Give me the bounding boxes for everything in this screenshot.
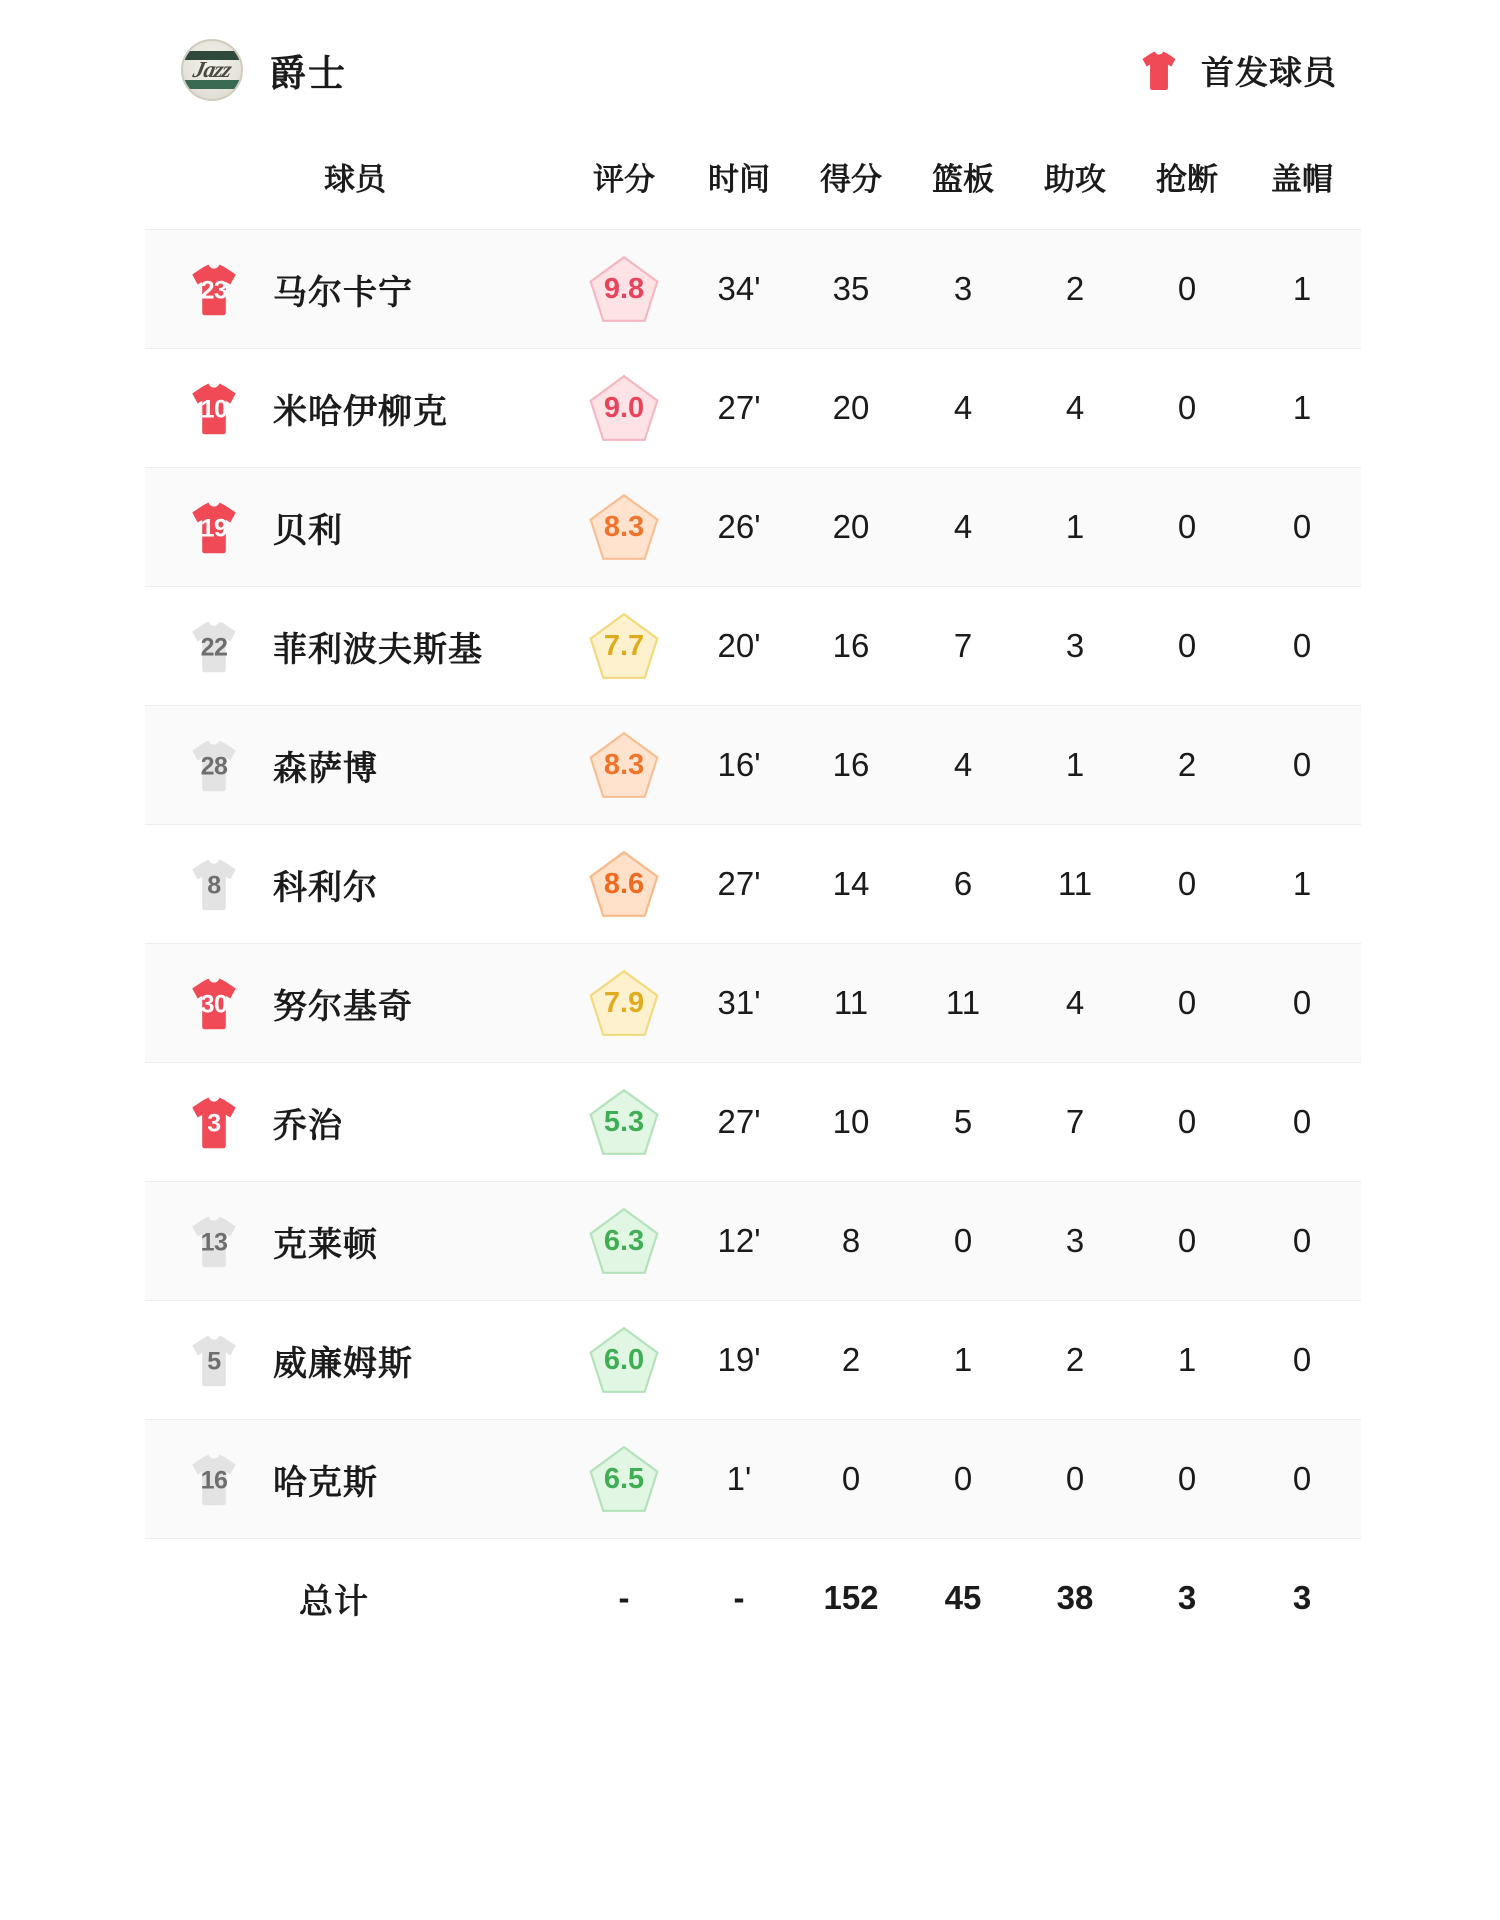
- team-logo-wordmark: Jazz: [190, 57, 234, 82]
- player-name: 米哈伊柳克: [273, 392, 448, 431]
- player-name: 森萨博: [273, 749, 378, 788]
- jersey-number: 30: [200, 990, 228, 1019]
- stat-rebounds: 4: [953, 508, 973, 545]
- stat-assists: 7: [1065, 1103, 1085, 1140]
- table-row[interactable]: [145, 825, 1361, 944]
- stat-rebounds: 4: [953, 389, 973, 426]
- totals-row: [145, 1539, 1361, 1658]
- stat-blocks: 1: [1292, 389, 1312, 426]
- table-row[interactable]: [145, 468, 1361, 587]
- rating-value: 6.3: [603, 1224, 645, 1257]
- stat-steals: 2: [1177, 746, 1197, 783]
- column-header-blocks: 盖帽: [1271, 162, 1333, 197]
- rating-badge: [587, 1205, 661, 1277]
- stat-time: 31': [717, 984, 761, 1021]
- jersey-number: 19: [200, 514, 228, 543]
- rating-badge: [587, 372, 661, 444]
- team-name: 爵士: [269, 53, 347, 94]
- table-header: [145, 140, 1361, 230]
- stat-points: 14: [832, 865, 870, 902]
- player-name: 哈克斯: [273, 1463, 378, 1502]
- column-header-points: 得分: [820, 162, 882, 197]
- table-row[interactable]: [145, 1301, 1361, 1420]
- rating-value: 7.7: [603, 629, 645, 662]
- jersey-icon: [185, 1212, 243, 1270]
- stat-blocks: 0: [1292, 1222, 1312, 1259]
- jersey-icon: [185, 379, 243, 437]
- stat-blocks: 0: [1292, 984, 1312, 1021]
- stat-blocks: 0: [1292, 627, 1312, 664]
- legend-label: 首发球员: [1201, 53, 1337, 91]
- rating-value: 6.5: [603, 1462, 645, 1495]
- table-row[interactable]: [145, 944, 1361, 1063]
- jersey-number: 10: [200, 395, 228, 424]
- rating-cell: [565, 825, 683, 944]
- rating-cell: [565, 587, 683, 706]
- rating-value: 9.0: [603, 391, 645, 424]
- column-header-assists: 助攻: [1044, 162, 1106, 197]
- stat-time: 19': [717, 1341, 761, 1378]
- stat-steals: 0: [1177, 1222, 1197, 1259]
- stat-blocks: 1: [1292, 270, 1312, 307]
- rating-badge: [587, 610, 661, 682]
- stat-steals: 0: [1177, 627, 1197, 664]
- totals-rating: -: [565, 1539, 683, 1658]
- stat-assists: 4: [1065, 389, 1085, 426]
- stat-time: 26': [717, 508, 761, 545]
- stat-rebounds: 7: [953, 627, 973, 664]
- rating-value: 8.6: [603, 867, 645, 900]
- rating-badge: [587, 1324, 661, 1396]
- table-row[interactable]: [145, 349, 1361, 468]
- stat-steals: 1: [1177, 1341, 1197, 1378]
- stat-time: 12': [717, 1222, 761, 1259]
- player-name: 马尔卡宁: [273, 273, 413, 312]
- stat-time: 20': [717, 627, 761, 664]
- stat-assists: 1: [1065, 508, 1085, 545]
- stat-assists: 3: [1065, 1222, 1085, 1259]
- rating-value: 6.0: [603, 1343, 645, 1376]
- stat-points: 16: [832, 627, 870, 664]
- player-cell[interactable]: [145, 825, 565, 944]
- table-body: [145, 230, 1361, 1539]
- stat-points: 20: [832, 508, 870, 545]
- jersey-icon: [185, 736, 243, 794]
- stat-time: 16': [717, 746, 761, 783]
- stat-assists: 11: [1057, 865, 1093, 902]
- stat-rebounds: 1: [953, 1341, 973, 1378]
- stat-steals: 0: [1177, 270, 1197, 307]
- jersey-number: 22: [200, 633, 228, 662]
- legend-starters: [1137, 47, 1355, 94]
- stat-points: 35: [832, 270, 870, 307]
- stat-steals: 0: [1177, 508, 1197, 545]
- totals-label-cell: [145, 1539, 565, 1658]
- stat-rebounds: 0: [953, 1460, 973, 1497]
- stat-rebounds: 0: [953, 1222, 973, 1259]
- stat-blocks: 0: [1292, 1460, 1312, 1497]
- stat-points: 0: [841, 1460, 861, 1497]
- stat-assists: 3: [1065, 627, 1085, 664]
- rating-badge: [587, 491, 661, 563]
- jersey-icon: [185, 617, 243, 675]
- rating-badge: [587, 253, 661, 325]
- stat-steals: 0: [1177, 984, 1197, 1021]
- player-cell[interactable]: [145, 1182, 565, 1301]
- rating-cell: [565, 1301, 683, 1420]
- table-row[interactable]: [145, 230, 1361, 349]
- stat-rebounds: 3: [953, 270, 973, 307]
- rating-cell: [565, 944, 683, 1063]
- jersey-number: 16: [200, 1466, 228, 1495]
- stat-points: 11: [833, 984, 869, 1021]
- jersey-number: 23: [200, 276, 228, 305]
- player-cell[interactable]: [145, 230, 565, 349]
- table-footer: [145, 1539, 1361, 1658]
- rating-badge: [587, 967, 661, 1039]
- stat-blocks: 0: [1292, 508, 1312, 545]
- jersey-number: 13: [200, 1228, 228, 1257]
- stat-rebounds: 6: [953, 865, 973, 902]
- stat-time: 1': [726, 1460, 752, 1497]
- stat-rebounds: 11: [945, 984, 981, 1021]
- jersey-number: 5: [207, 1347, 221, 1376]
- stat-assists: 2: [1065, 270, 1085, 307]
- rating-badge: [587, 848, 661, 920]
- player-cell[interactable]: [145, 1420, 565, 1539]
- jersey-icon: [185, 1450, 243, 1508]
- jersey-icon: [1137, 48, 1181, 92]
- rating-cell: [565, 468, 683, 587]
- rating-badge: [587, 1086, 661, 1158]
- column-header-rating: 评分: [593, 162, 655, 197]
- player-cell[interactable]: [145, 587, 565, 706]
- jersey-icon: [185, 498, 243, 556]
- player-stats-table: [145, 140, 1361, 1657]
- jersey-icon: [185, 1093, 243, 1151]
- table-row[interactable]: [145, 1182, 1361, 1301]
- rating-value: 5.3: [603, 1105, 645, 1138]
- stat-assists: 2: [1065, 1341, 1085, 1378]
- team-logo-icon: [181, 39, 243, 101]
- jersey-icon: [185, 855, 243, 913]
- player-cell[interactable]: [145, 468, 565, 587]
- stat-rebounds: 5: [953, 1103, 973, 1140]
- player-cell[interactable]: [145, 944, 565, 1063]
- stat-blocks: 1: [1292, 865, 1312, 902]
- stat-points: 16: [832, 746, 870, 783]
- stat-points: 2: [841, 1341, 861, 1378]
- jersey-icon: [185, 260, 243, 318]
- player-cell[interactable]: [145, 1063, 565, 1182]
- stat-blocks: 0: [1292, 1103, 1312, 1140]
- rating-cell: [565, 230, 683, 349]
- jersey-number: 28: [200, 752, 228, 781]
- totals-label: 总计: [299, 1582, 369, 1621]
- stat-points: 10: [832, 1103, 870, 1140]
- table-row[interactable]: [145, 1063, 1361, 1182]
- totals-blocks: 3: [1243, 1539, 1361, 1658]
- totals-rebounds: 45: [907, 1539, 1019, 1658]
- rating-value: 8.3: [603, 748, 645, 781]
- jersey-number: 8: [207, 871, 221, 900]
- totals-assists: 38: [1019, 1539, 1131, 1658]
- stat-assists: 4: [1065, 984, 1085, 1021]
- jersey-icon: [185, 974, 243, 1032]
- totals-steals: 3: [1131, 1539, 1243, 1658]
- player-cell[interactable]: [145, 1301, 565, 1420]
- player-name: 菲利波夫斯基: [273, 630, 483, 669]
- rating-cell: [565, 349, 683, 468]
- column-header-time: 时间: [708, 162, 770, 197]
- stat-rebounds: 4: [953, 746, 973, 783]
- rating-value: 9.8: [603, 272, 645, 305]
- stat-steals: 0: [1177, 1460, 1197, 1497]
- stat-blocks: 0: [1292, 1341, 1312, 1378]
- boxscore-page: [145, 0, 1355, 1657]
- jersey-icon: [185, 1331, 243, 1389]
- stat-points: 20: [832, 389, 870, 426]
- column-header-steals: 抢断: [1156, 162, 1218, 197]
- stat-points: 8: [841, 1222, 861, 1259]
- column-header-rebounds: 篮板: [932, 162, 994, 197]
- stat-steals: 0: [1177, 865, 1197, 902]
- player-cell[interactable]: [145, 706, 565, 825]
- rating-cell: [565, 706, 683, 825]
- stat-time: 34': [717, 270, 761, 307]
- rating-cell: [565, 1420, 683, 1539]
- stat-assists: 0: [1065, 1460, 1085, 1497]
- player-cell[interactable]: [145, 349, 565, 468]
- stat-blocks: 0: [1292, 746, 1312, 783]
- rating-value: 7.9: [603, 986, 645, 1019]
- table-row[interactable]: [145, 587, 1361, 706]
- stat-time: 27': [717, 389, 761, 426]
- player-name: 乔治: [273, 1106, 343, 1145]
- stat-steals: 0: [1177, 389, 1197, 426]
- rating-badge: [587, 729, 661, 801]
- table-row[interactable]: [145, 706, 1361, 825]
- player-name: 贝利: [273, 511, 343, 550]
- rating-cell: [565, 1063, 683, 1182]
- player-name: 威廉姆斯: [273, 1344, 413, 1383]
- rating-cell: [565, 1182, 683, 1301]
- column-header-player: 球员: [324, 162, 386, 197]
- table-row[interactable]: [145, 1420, 1361, 1539]
- stat-steals: 0: [1177, 1103, 1197, 1140]
- rating-badge: [587, 1443, 661, 1515]
- rating-value: 8.3: [603, 510, 645, 543]
- player-name: 努尔基奇: [273, 987, 413, 1026]
- totals-time: -: [683, 1539, 795, 1658]
- player-name: 克莱顿: [273, 1225, 378, 1264]
- team-header: [145, 0, 1355, 140]
- team-identity[interactable]: [181, 39, 347, 101]
- player-name: 科利尔: [273, 868, 378, 907]
- jersey-number: 3: [207, 1109, 221, 1138]
- stat-assists: 1: [1065, 746, 1085, 783]
- totals-points: 152: [795, 1539, 907, 1658]
- stat-time: 27': [717, 865, 761, 902]
- stat-time: 27': [717, 1103, 761, 1140]
